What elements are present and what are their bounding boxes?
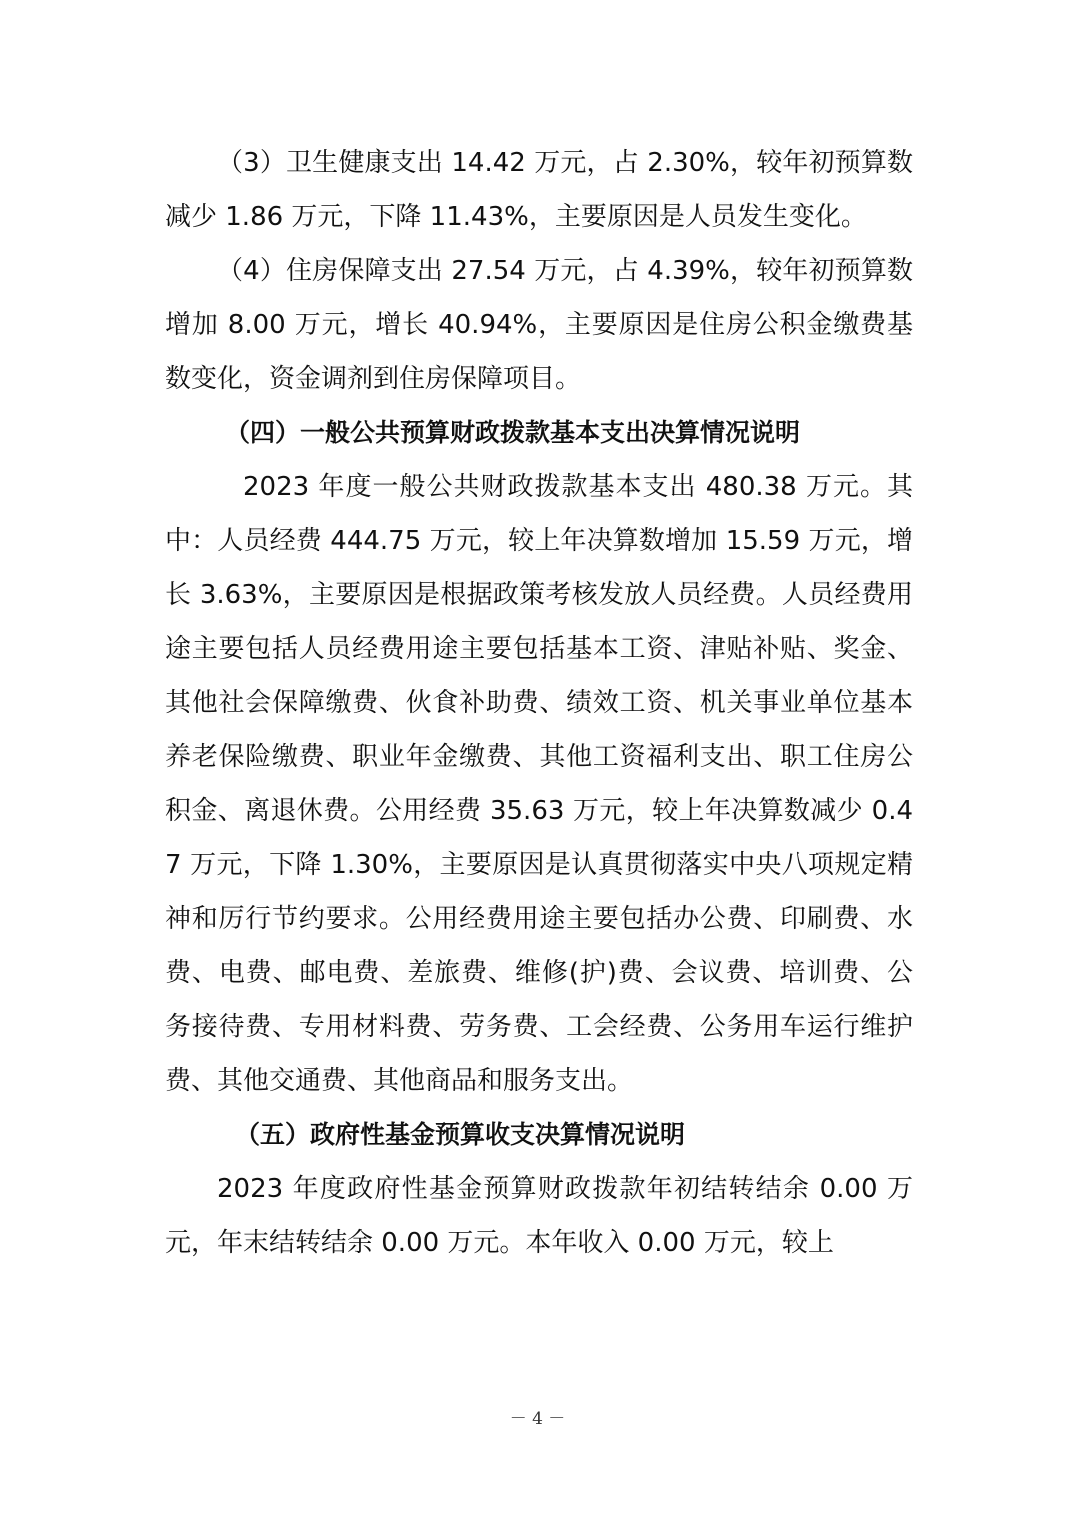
page-number: － 4 － — [509, 1409, 566, 1429]
paragraph-health-expenditure: （3）卫生健康支出 14.42 万元，占 2.30%，较年初预算数减少 1.86 万元，下降 11.43%，主要原因是人员发生变化。 — [165, 148, 913, 232]
paragraph-basic-expenditure: 2023 年度一般公共财政拨款基本支出 480.38 万元。其中：人员经费 444.75 万元，较上年决算数增加 15.59 万元，增长 3.63%，主要原因是根据政策考核发放人员经费。人员经费用途主要包括人员经费用途主要包括基本工资、津贴补贴、奖金、其他社会保障缴费、伙食补助费、绩效工资、机关事业单位基本养老保险缴费、职业年金缴费、其他工资福利支出、职工住房公积金、离退休费。公用经费 35.63 万元，较上年决算数减少 0.47 万元，下降 1.30%，主要原因是认真贯彻落实中央八项规定精神和厉行节约要求。公用经费用途主要包括办公费、印刷费、水费、电费、邮电费、差旅费、维修(护)费、会议费、培训费、公务接待费、专用材料费、劳务费、工会经费、公务用车运行维护费、其他交通费、其他商品和服务支出。 — [165, 472, 913, 1096]
section-heading-basic-expenditure: （四）一般公共预算财政拨款基本支出决算情况说明 — [225, 418, 801, 447]
paragraph-housing-expenditure: （4）住房保障支出 27.54 万元，占 4.39%，较年初预算数增加 8.00 万元，增长 40.94%，主要原因是住房公积金缴费基数变化，资金调剂到住房保障项目。 — [165, 256, 913, 394]
paragraph-government-fund: 2023 年度政府性基金预算财政拨款年初结转结余 0.00 万元，年末结转结余 0.00 万元。本年收入 0.00 万元，较上 — [165, 1174, 913, 1258]
document-body — [165, 136, 913, 1270]
section-heading-government-fund: （五）政府性基金预算收支决算情况说明 — [235, 1120, 686, 1149]
